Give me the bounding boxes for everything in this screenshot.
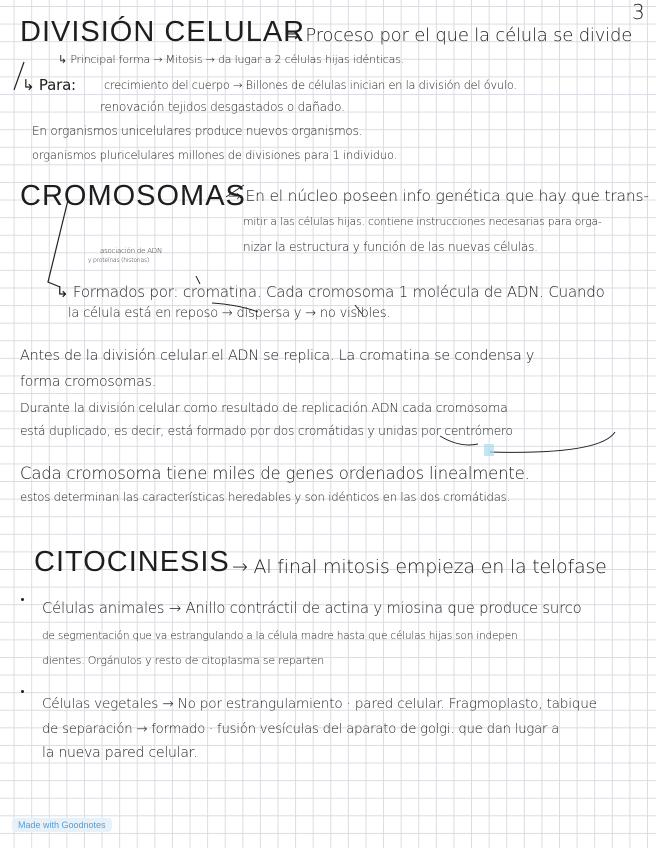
replicacion-line-4: está duplicado, es decir, está formado por dos cromátidas y unidas por centrómero	[20, 424, 513, 438]
vegetales-line-3: la nueva pared celular.	[42, 745, 198, 761]
pluricelulares-text: organismos pluricelulares millones de divisiones para 1 individuo.	[32, 148, 398, 162]
genes-line-1: Cada cromosoma tiene miles de genes ordenados linealmente.	[20, 464, 530, 483]
section-title-cromosomas: CROMOSOMAS	[20, 180, 246, 212]
vegetales-line-2: de separación → formado · fusión vesículas del aparato de golgi. que dan lugar a	[42, 722, 560, 737]
division-principal: ↳ Principal forma → Mitosis → da lugar a 2 células hijas idénticas.	[58, 53, 405, 66]
animales-line-2: de segmentación que va estrangulando a la célula madre hasta que células hijas son indepen	[42, 630, 518, 642]
bullet-icon	[21, 598, 24, 601]
animales-line-1: Células animales → Anillo contráctil de actina y miosina que produce surco	[42, 600, 582, 617]
section-title-division-celular: DIVISIÓN CELULAR	[20, 16, 306, 48]
bullet-icon	[21, 690, 24, 693]
replicacion-line-3: Durante la división celular como resultado de replicación ADN cada cromosoma	[20, 400, 508, 415]
formados-line-2: la célula está en reposo → dispersa y → no visibles.	[68, 306, 391, 321]
division-definition: ⇒ Proceso por el que la célula se divide	[285, 25, 633, 46]
genes-line-2: estos determinan las características heredables y son idénticos en las dos cromátidas.	[20, 490, 511, 504]
replicacion-line-2: forma cromosomas.	[20, 374, 157, 390]
para-line-1: crecimiento del cuerpo → Billones de células inician en la división del óvulo.	[104, 79, 517, 92]
vegetales-line-1: Células vegetales → No por estrangulamiento · pared celular. Fragmoplasto, tabique	[42, 696, 597, 712]
replicacion-line-1: Antes de la división celular el ADN se replica. La cromatina se condensa y	[20, 348, 535, 364]
para-label: ↳ Para:	[22, 76, 76, 94]
cromosomas-line-1: → En el núcleo poseen info genética que hay que trans-	[228, 187, 649, 205]
unicelulares-text: En organismos unicelulares produce nuevos organismos.	[32, 124, 363, 138]
cromosomas-line-2: mitir a las células hijas. contiene instrucciones necesarias para orga-	[243, 215, 602, 228]
cromosomas-line-3: nizar la estructura y función de las nuevas células.	[243, 240, 538, 254]
para-line-2: renovación tejidos desgastados o dañado.	[100, 100, 345, 114]
formados-line-1: ↳ Formados por: cromatina. Cada cromosoma 1 molécula de ADN. Cuando	[56, 283, 605, 301]
goodnotes-badge: Made with Goodnotes	[12, 818, 112, 832]
page-number: 3	[632, 0, 645, 24]
cromatina-note-2: y proteínas (histonas)	[88, 257, 150, 264]
cromatina-note-1: asociación de ADN	[100, 247, 163, 255]
animales-line-3: dientes. Orgánulos y resto de citoplasma se reparten	[42, 654, 324, 667]
citocinesis-definition: → Al final mitosis empieza en la telofase	[232, 556, 607, 578]
section-title-citocinesis: CITOCINESIS	[34, 546, 230, 578]
